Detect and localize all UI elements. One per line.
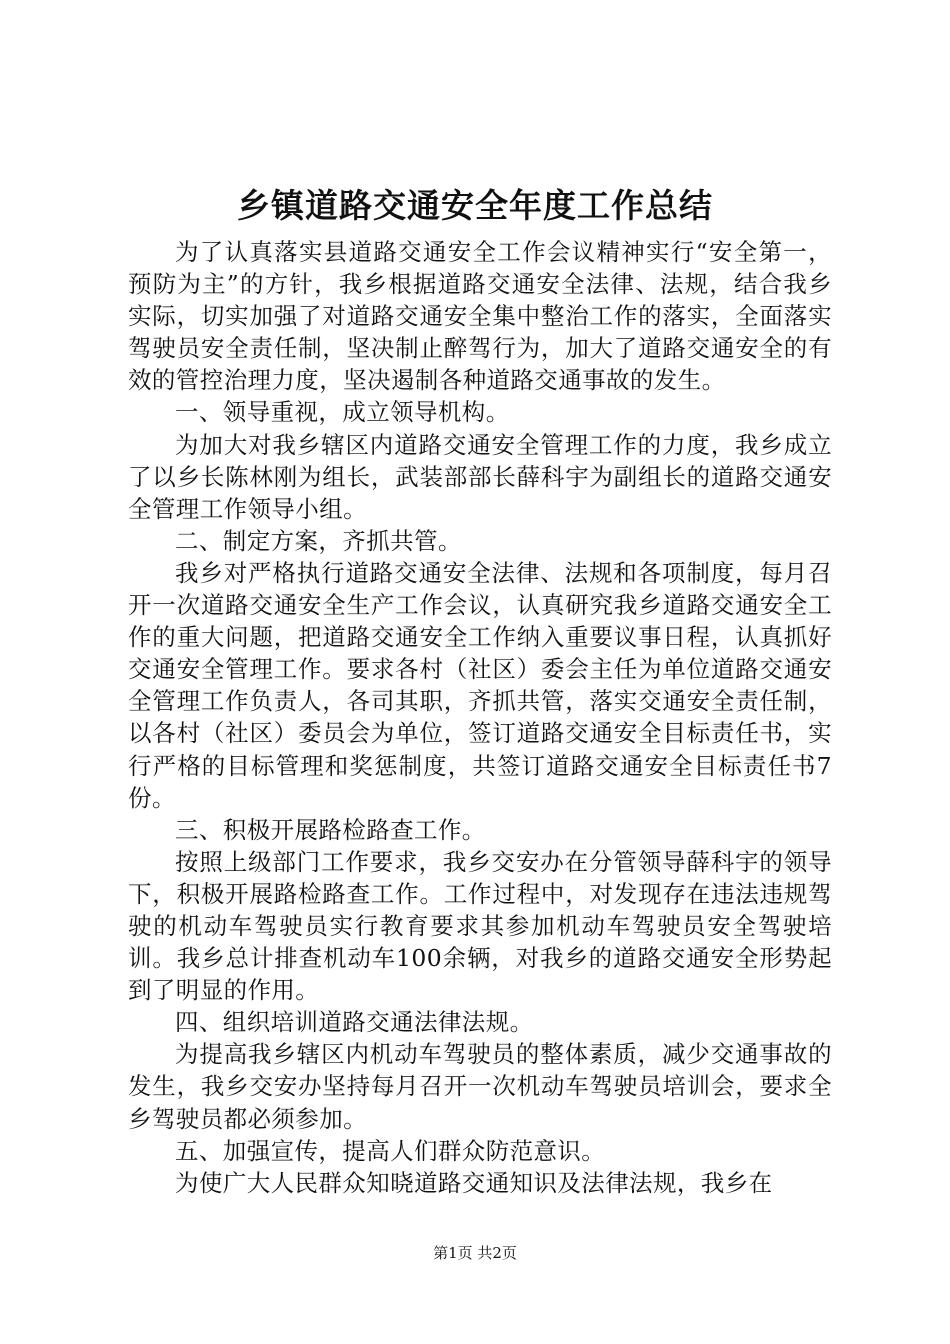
paragraph-section-2: 我乡对严格执行道路交通安全法律、法规和各项制度，每月召开一次道路交通安全生产工作会议，认真研究我乡道路交通安全工作的重大问题，把道路交通安全工作纳入重要议事日程，认真抓好交通安全管理工作。要求各村（社区）委会主任为单位道路交通安全管理工作负责人，各司其职，齐抓共管，落实交通安全责任制，以各村（社区）委员会为单位，签订道路交通安全目标责任书，实行严格的目标管理和奖惩制度，共签订道路交通安全目标责任书7份。 — [128, 558, 832, 812]
page-number-footer: 第1页 共2页 — [433, 1244, 517, 1262]
paragraph-section-4: 为提高我乡辖区内机动车驾驶员的整体素质，减少交通事故的发生，我乡交安办坚持每月召开一次机动车驾驶员培训会，要求全乡驾驶员都必须参加。 — [128, 1040, 832, 1133]
paragraph-section-5: 为使广大人民群众知晓道路交通知识及法律法规，我乡在 — [175, 1168, 773, 1197]
section-heading-5: 五、加强宣传，提高人们群众防范意识。 — [175, 1136, 606, 1165]
section-heading-2: 二、制定方案，齐抓共管。 — [175, 526, 462, 555]
document-body — [128, 236, 832, 1199]
paragraph-section-3: 按照上级部门工作要求，我乡交安办在分管领导薛科宇的领导下，积极开展路检路查工作。工作过程中，对发现存在违法违规驾驶的机动车驾驶员实行教育要求其参加机动车驾驶员安全驾驶培训。我乡总计排查机动车100余辆，对我乡的道路交通安全形势起到了明显的作用。 — [128, 847, 832, 1005]
document-title: 乡镇道路交通安全年度工作总结 — [237, 186, 713, 225]
section-heading-1: 一、领导重视，成立领导机构。 — [175, 398, 510, 427]
paragraph-section-1: 为加大对我乡辖区内道路交通安全管理工作的力度，我乡成立了以乡长陈林刚为组长，武装部部长薛科宇为副组长的道路交通安全管理工作领导小组。 — [128, 430, 832, 523]
section-heading-4: 四、组织培训道路交通法律法规。 — [175, 1008, 534, 1037]
paragraph-intro: 为了认真落实县道路交通安全工作会议精神实行“安全第一，预防为主”的方针，我乡根据道路交通安全法律、法规，结合我乡实际，切实加强了对道路交通安全集中整治工作的落实，全面落实驾驶员安全责任制，坚决制止醉驾行为，加大了道路交通安全的有效的管控治理力度，坚决遏制各种道路交通事故的发生。 — [128, 238, 832, 395]
section-heading-3: 三、积极开展路检路查工作。 — [175, 815, 486, 844]
